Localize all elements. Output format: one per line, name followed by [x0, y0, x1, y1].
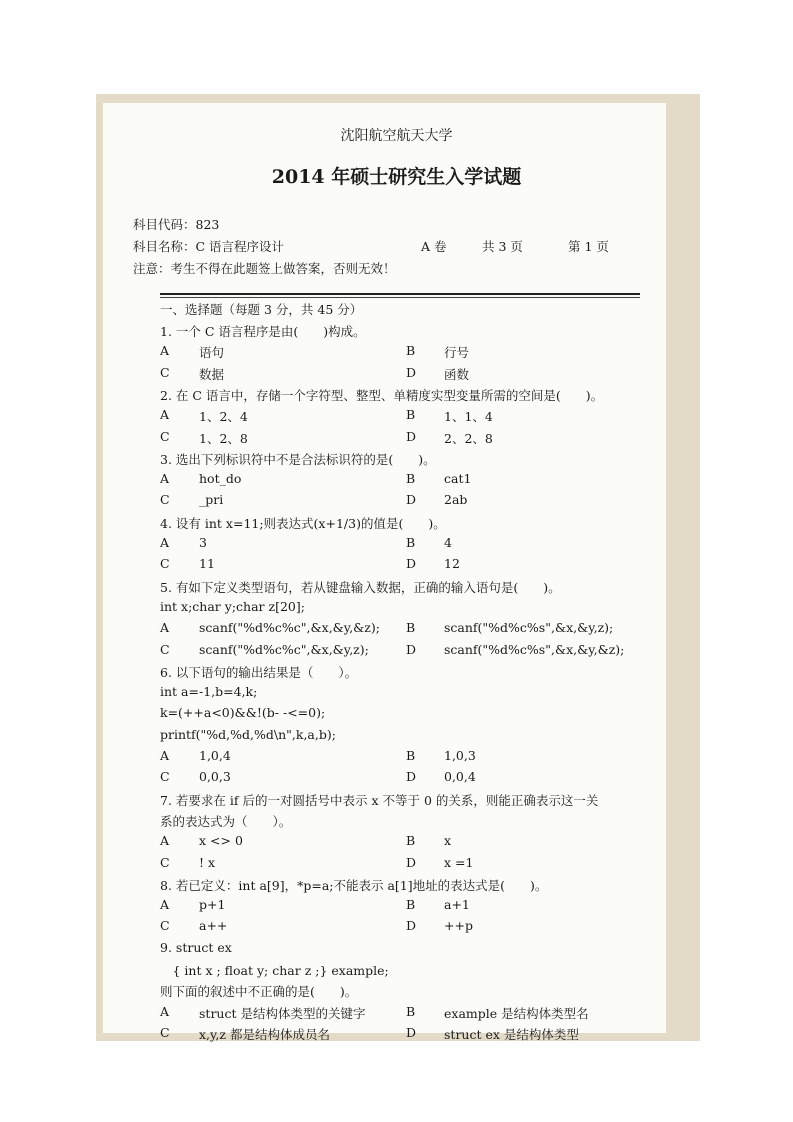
- option-text: 1,0,3: [444, 748, 476, 763]
- option-text: 2ab: [444, 492, 468, 508]
- option-letter: B: [406, 620, 416, 636]
- option-text: 4: [444, 535, 452, 550]
- question-stem: 2. 在 C 语言中，存储一个字符型、整型、单精度实型变量所需的空间是( )。: [160, 387, 604, 403]
- question-stem: int a=-1,b=4,k;: [160, 684, 258, 700]
- option-letter: D: [406, 556, 417, 572]
- option-letter: C: [160, 1024, 170, 1040]
- option-letter: C: [160, 364, 170, 380]
- option-letter: D: [406, 918, 417, 934]
- exam-title: 2014 年硕士研究生入学试题: [271, 166, 522, 188]
- option-text: 1、2、8: [199, 430, 248, 446]
- section-title: 一、选择题（每题 3 分，共 45 分）: [160, 302, 363, 317]
- option-text: a+1: [444, 897, 470, 913]
- question-stem: printf("%d,%d,%d\n",k,a,b);: [160, 726, 336, 742]
- question-stem: k=(++a<0)&&!(b- -<=0);: [160, 705, 326, 721]
- option-text: 12: [444, 556, 460, 572]
- option-text: 2、2、8: [444, 430, 493, 446]
- option-text: 语句: [199, 345, 225, 361]
- option-text: cat1: [444, 471, 472, 487]
- option-text: scanf("%d%c%s",&x,&y,&z);: [444, 641, 625, 657]
- option-text: struct ex 是结构体类型: [444, 1026, 579, 1042]
- option-text: ! x: [199, 854, 216, 870]
- option-text: x,y,z 都是结构体成员名: [199, 1026, 330, 1042]
- option-letter: B: [406, 748, 416, 763]
- question-stem: { int x ; float y; char z ;} example;: [160, 963, 389, 978]
- option-letter: D: [406, 1024, 417, 1040]
- option-letter: C: [160, 854, 170, 870]
- question-stem: 5. 有如下定义类型语句，若从键盘输入数据，正确的输入语句是( )。: [160, 579, 561, 595]
- option-text: 3: [199, 535, 207, 550]
- option-letter: C: [160, 556, 170, 572]
- option-letter: B: [406, 343, 416, 359]
- option-letter: D: [406, 641, 417, 657]
- option-letter: A: [160, 407, 170, 423]
- option-text: 1、2、4: [199, 409, 248, 425]
- option-letter: B: [406, 535, 416, 550]
- exam-notice: 注意：考生不得在此题签上做答案，否则无效！: [133, 261, 396, 276]
- question-stem: int x;char y;char z[20];: [160, 598, 305, 614]
- university-name: 沈阳航空航天大学: [340, 128, 453, 144]
- option-letter: B: [406, 833, 416, 849]
- subject-name: 科目名称：C 语言程序设计: [133, 239, 285, 254]
- option-text: 函数: [444, 366, 470, 382]
- option-letter: A: [160, 1003, 170, 1019]
- option-text: x <> 0: [199, 833, 243, 849]
- option-letter: A: [160, 620, 170, 636]
- option-letter: D: [406, 428, 417, 444]
- option-text: 数据: [199, 366, 225, 382]
- option-letter: D: [406, 364, 417, 380]
- question-stem: 则下面的叙述中不正确的是( )。: [160, 984, 358, 1000]
- page-number: 第 1 页: [568, 239, 609, 254]
- question-stem: 系的表达式为（ ）。: [160, 813, 292, 829]
- option-letter: C: [160, 641, 170, 657]
- option-letter: A: [160, 897, 170, 913]
- option-text: 行号: [444, 345, 470, 361]
- option-letter: A: [160, 748, 170, 763]
- paper-version: A 卷: [421, 239, 447, 254]
- option-letter: C: [160, 492, 170, 508]
- option-text: a++: [199, 918, 228, 934]
- question-stem: 7. 若要求在 if 后的一对圆括号中表示 x 不等于 0 的关系，则能正确表示这一关: [160, 792, 599, 808]
- option-letter: D: [406, 769, 417, 785]
- question-stem: 6. 以下语句的输出结果是（ ）。: [160, 664, 358, 680]
- option-letter: C: [160, 769, 170, 785]
- option-letter: A: [160, 343, 170, 359]
- option-text: x =1: [444, 854, 474, 870]
- option-letter: B: [406, 407, 416, 423]
- question-stem: 8. 若已定义：int a[9]，*p=a;不能表示 a[1]地址的表达式是( )。: [160, 877, 548, 893]
- option-text: 0,0,4: [444, 769, 476, 785]
- header-rule-thin: [160, 297, 640, 298]
- option-letter: A: [160, 471, 170, 487]
- option-letter: C: [160, 428, 170, 444]
- option-letter: B: [406, 897, 416, 913]
- option-letter: B: [406, 471, 416, 487]
- option-text: struct 是结构体类型的关键字: [199, 1005, 366, 1021]
- option-text: example 是结构体类型名: [444, 1005, 589, 1021]
- question-stem: 1. 一个 C 语言程序是由( )构成。: [160, 324, 366, 339]
- subject-code: 科目代码：823: [133, 217, 220, 232]
- option-text: scanf("%d%c%c",&x,&y,z);: [199, 641, 369, 657]
- option-text: 1、1、4: [444, 409, 493, 425]
- option-text: ++p: [444, 918, 473, 934]
- option-text: p+1: [199, 897, 226, 913]
- option-letter: D: [406, 854, 417, 870]
- header-rule: [160, 293, 640, 295]
- question-stem: 3. 选出下列标识符中不是合法标识符的是( )。: [160, 451, 436, 467]
- option-text: 11: [199, 556, 215, 572]
- option-letter: B: [406, 1003, 416, 1019]
- option-text: scanf("%d%c%c",&x,&y,&z);: [199, 620, 380, 636]
- option-text: _pri: [199, 492, 224, 508]
- question-stem: 4. 设有 int x=11;则表达式(x+1/3)的值是( )。: [160, 515, 446, 531]
- option-text: hot_do: [199, 471, 242, 487]
- option-text: scanf("%d%c%s",&x,&y,z);: [444, 620, 614, 636]
- question-stem: 9. struct ex: [160, 939, 232, 955]
- option-letter: A: [160, 535, 170, 550]
- option-letter: D: [406, 492, 417, 508]
- option-text: 0,0,3: [199, 769, 231, 785]
- option-letter: A: [160, 833, 170, 849]
- total-pages: 共 3 页: [482, 239, 523, 254]
- option-text: x: [444, 833, 452, 849]
- option-text: 1,0,4: [199, 748, 231, 763]
- option-letter: C: [160, 918, 170, 934]
